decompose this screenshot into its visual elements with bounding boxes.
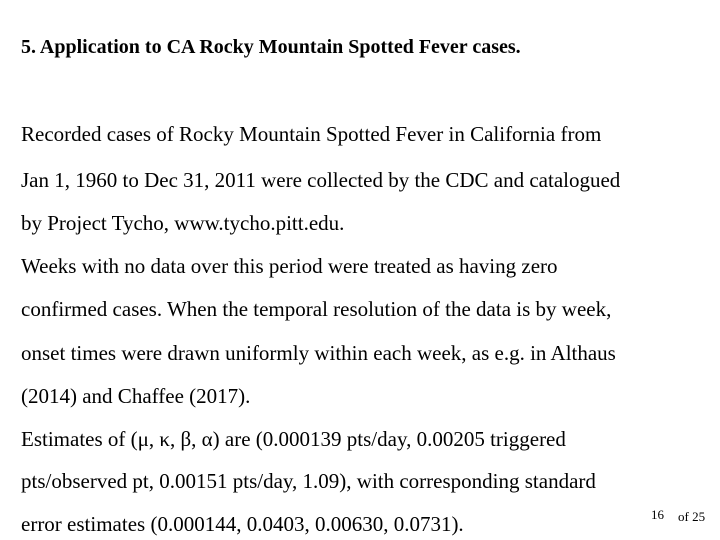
body-line-3: by Project Tycho, www.tycho.pitt.edu. xyxy=(21,211,345,235)
page-number: 16 xyxy=(651,507,664,522)
body-line-7: (2014) and Chaffee (2017). xyxy=(21,384,251,408)
body-line-1: Recorded cases of Rocky Mountain Spotted Fever in California from xyxy=(21,122,602,146)
body-line-8: Estimates of (μ, κ, β, α) are (0.000139 pts/day, 0.00205 triggered xyxy=(21,427,566,451)
body-line-10: error estimates (0.000144, 0.0403, 0.00630, 0.0731). xyxy=(21,512,464,536)
slide-title: 5. Application to CA Rocky Mountain Spotted Fever cases. xyxy=(21,36,521,58)
body-line-5: confirmed cases. When the temporal resolution of the data is by week, xyxy=(21,297,612,321)
body-line-2: Jan 1, 1960 to Dec 31, 2011 were collected by the CDC and catalogued xyxy=(21,168,621,192)
body-line-4: Weeks with no data over this period were treated as having zero xyxy=(21,254,558,278)
body-line-9: pts/observed pt, 0.00151 pts/day, 1.09), with corresponding standard xyxy=(21,469,596,493)
body-line-6: onset times were drawn uniformly within each week, as e.g. in Althaus xyxy=(21,341,616,365)
page-total: of 25 xyxy=(678,509,706,524)
